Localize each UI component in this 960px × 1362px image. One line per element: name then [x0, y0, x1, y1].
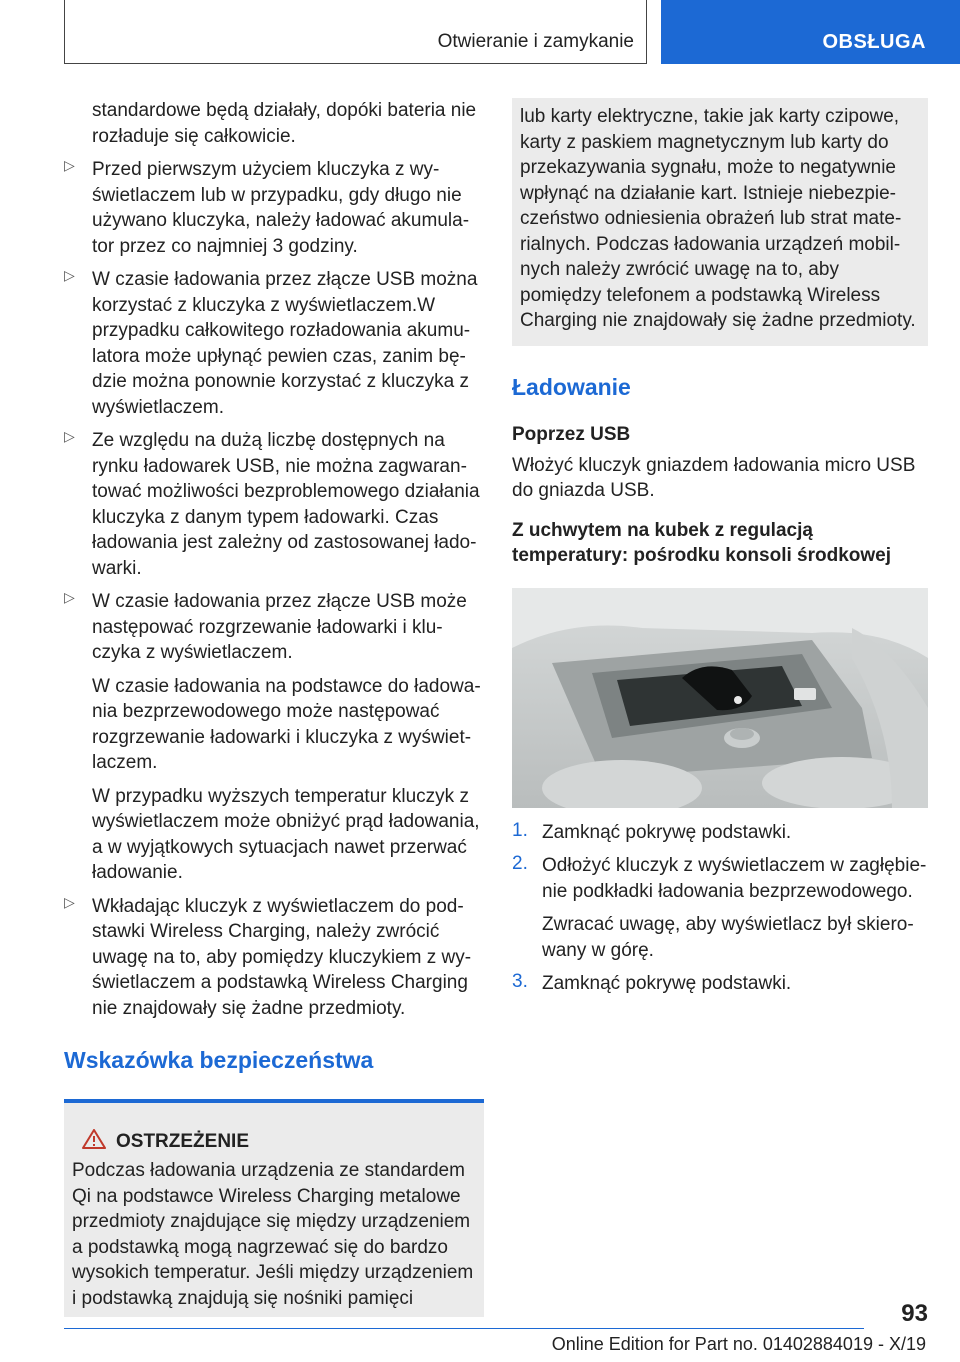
warning-header — [82, 1129, 476, 1154]
bullet-text: Ze względu na dużą liczbę dostępnych na rynku ładowarek USB, nie można zagwarantować możliwości bezproblemowego działania kluczyka z danym typem ładowarki. Czas ładowania jest zależny od zastosowanej ładowarki. — [92, 430, 480, 579]
step-text: Zamknąć pokrywę podstawki. — [542, 821, 792, 843]
step-note: Zwracać uwagę, aby wyświetlacz był skierowany w górę. — [542, 914, 914, 961]
step-text: Odłożyć kluczyk z wyświetlaczem w zagłębienie podkładki ładowania bezprzewodowego. — [542, 855, 927, 902]
step-item — [512, 971, 928, 997]
section-label: OBSŁUGA — [822, 31, 926, 53]
bullet-text: W czasie ładowania przez złącze USB może następować rozgrzewanie ładowarki i kluczyka z wyświetlaczem. — [92, 591, 467, 663]
wireless-charging-tray-photo — [512, 588, 928, 808]
triangle-bullet-icon: ▷ — [64, 267, 75, 283]
step-text: Zamknąć pokrywę podstawki. — [542, 973, 792, 994]
bullet-text: W czasie ładowania przez złącze USB można korzystać z kluczyka z wyświetlaczem.W przypadku całkowitego rozładowania akumulatora może upłynąć pewien czas, zanim będzie można ponownie korzystać z kluczyka z wyświetlaczem. — [92, 269, 478, 418]
charging-heading: Ładowanie — [512, 373, 631, 400]
cup-holder-heading: Z uchwytem na kubek z regulacją temperatury: pośrodku konsoli środkowej — [512, 519, 892, 566]
warning-triangle-icon — [82, 1129, 106, 1154]
safety-heading: Wskazówka bezpieczeństwa — [64, 1047, 374, 1073]
page-number: 93 — [901, 1300, 928, 1327]
bullet-text: Wkładając kluczyk z wyświetlaczem do podstawki Wireless Charging, należy zwrócić uwagę na to, aby pomiędzy kluczykiem z wyświetlaczem a podstawką Wireless Charging nie znajdowały się żadne przedmioty. — [92, 895, 472, 1019]
list-item — [64, 267, 484, 420]
triangle-bullet-icon: ▷ — [64, 428, 75, 444]
chapter-title: Otwieranie i zamykanie — [437, 31, 634, 52]
warning-box-continued — [512, 98, 928, 346]
bullet-subparagraph: W czasie ładowania na podstawce do ładowania bezprzewodowego może następować rozgrzewanie ładowarki i kluczyka z wyświetlaczem. — [92, 675, 481, 773]
triangle-bullet-icon: ▷ — [64, 589, 75, 605]
step-item — [512, 820, 928, 846]
header-section-tab — [661, 0, 960, 64]
bullet-subparagraph: W przypadku wyższych temperatur kluczyk z wyświetlaczem może obniżyć prąd ładowania, a w wyjątkowych sytuacjach nawet przerwać ładowanie. — [92, 785, 480, 883]
warning-text-continued: lub karty elektryczne, takie jak karty czipowe, karty z paskiem magnetycznym lub karty do przekazywania sygnału, może to negatywnie wpłynąć na działanie kart. Istnieje niebezpieczeństwo odniesienia obrażeń lub strat materialnych. Podczas ładowania urządzeń mobilnych należy zwrócić uwagę na to, aby pomiędzy telefonem a podstawką Wireless Charging nie znajdowały się żadne przedmioty. — [520, 106, 916, 331]
left-column — [64, 98, 484, 1317]
list-item — [64, 428, 484, 581]
right-column — [512, 98, 928, 997]
usb-text: Włożyć kluczyk gniazdem ładowania micro USB do gniazda USB. — [512, 454, 916, 501]
step-number: 3. — [512, 971, 528, 992]
triangle-bullet-icon: ▷ — [64, 157, 75, 173]
warning-text: Podczas ładowania urządzenia ze standardem Qi na podstawce Wireless Charging metalowe przedmioty znajdujące się między urządzeniem a podstawką mogą nagrzewać się do bardzo wysokich temperatur. Jeśli między urządzeniem i podstawką znajdują się nośniki pamięci — [72, 1160, 474, 1309]
step-number: 1. — [512, 819, 528, 841]
list-item — [64, 157, 484, 259]
warning-box — [64, 1099, 484, 1317]
footer-divider — [64, 1328, 864, 1329]
header-title-box — [64, 0, 647, 64]
list-item — [64, 894, 484, 1022]
warning-label: OSTRZEŻENIE — [116, 1130, 250, 1152]
footer-edition: Online Edition for Part no. 01402884019 - X/19 — [551, 1334, 926, 1354]
bullet-text: Przed pierwszym użyciem kluczyka z wyświetlaczem lub w przypadku, gdy długo nie używano kluczyka, należy ładować akumulator przez co najmniej 3 godziny. — [92, 159, 470, 257]
step-item — [512, 853, 928, 904]
usb-heading: Poprzez USB — [512, 423, 631, 445]
step-number: 2. — [512, 853, 528, 874]
intro-paragraph: standardowe będą działały, dopóki bateria nie rozładuje się całkowicie. — [92, 100, 477, 147]
list-item — [64, 589, 484, 666]
triangle-bullet-icon: ▷ — [64, 893, 75, 910]
